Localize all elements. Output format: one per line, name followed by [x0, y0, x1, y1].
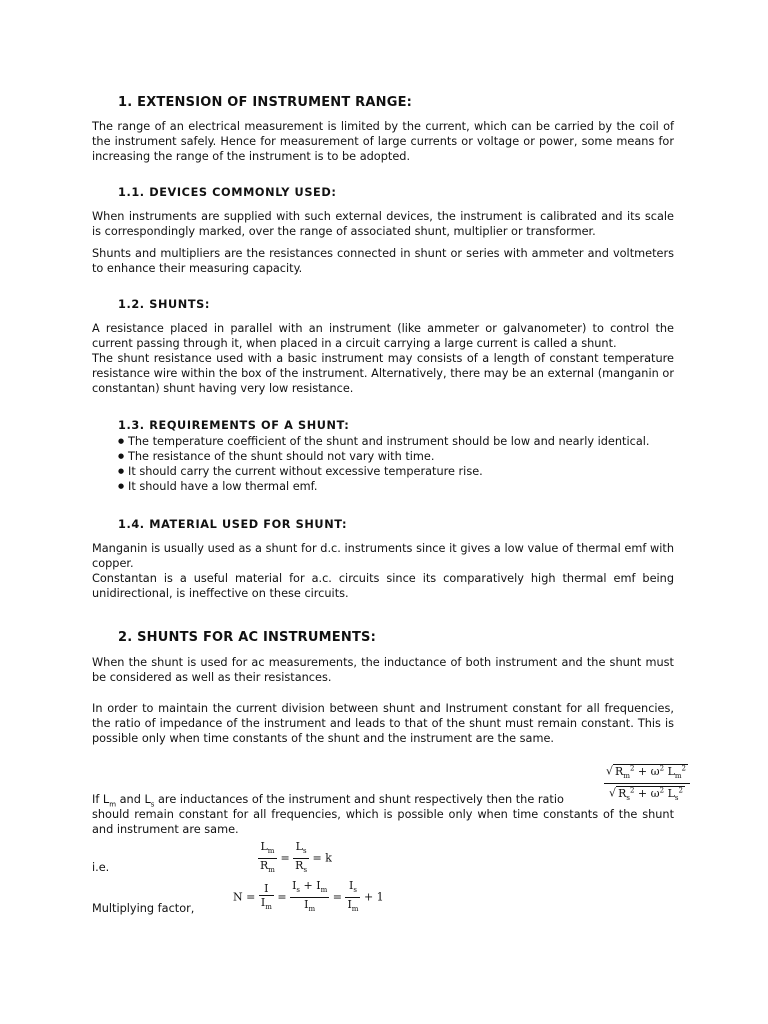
list-item: ● The resistance of the shunt should not vary with time. — [118, 449, 649, 464]
time-constant-equation: $\frac{L_m}{R_m}$ = $\frac{L_s}{R_s}$ = k — [260, 840, 332, 875]
para-ac-3-line1: If $L_m$ and $L_s$ are inductances of the instrument and shunt respectively then the ratio — [92, 793, 564, 809]
para-devices-1: When instruments are supplied with such external devices, the instrument is calibrated and its scale is correspondingly marked, over the range of associated shunt, multiplier or transformer. — [92, 210, 674, 238]
para-devices-2: Shunts and multipliers are the resistances connected in shunt or series with ammeter and voltmeters to enhance their measuring capacity. — [92, 247, 674, 275]
para-manganin: Manganin is usually used as a shunt for d.c. instruments since it gives a low value of thermal emf with copper. — [92, 542, 674, 570]
para-ac-3-rest: should remain constant for all frequencies, which is possible only when time constants of the shunt and instrument are same. — [92, 808, 674, 836]
label-ie: i.e. — [92, 861, 110, 874]
para-range-limit: The range of an electrical measurement is limited by the current, which can be carried by the coil of the instrument safely. Hence for measurement of large currents or voltage or power, some means for increasing the range of the instrument is to be adopted. — [92, 120, 674, 163]
heading-ac-instruments: 2. SHUNTS FOR AC INSTRUMENTS: — [118, 630, 376, 645]
multiplying-factor-equation: N = $\frac{I}{I_m}$ = $\frac{I_s + I_m}{I_m}$ = $\frac{I_s}{I_m}$ + 1 — [233, 879, 384, 914]
list-item: ● It should have a low thermal emf. — [118, 479, 649, 494]
impedance-ratio-formula: $\frac{√ R_m^2 + \omega^2 L_m^2}{√ R_s^2 + \omega^2 L_s^2}$ — [604, 762, 690, 805]
label-multiplying-factor: Multiplying factor, — [92, 902, 195, 915]
list-item: ● The temperature coefficient of the shunt and instrument should be low and nearly identical. — [118, 434, 649, 449]
para-ac-1: When the shunt is used for ac measurements, the inductance of both instrument and the shunt must be considered as well as their resistances. — [92, 656, 674, 684]
heading-shunts: 1.2. SHUNTS: — [118, 298, 211, 311]
heading-devices: 1.1. DEVICES COMMONLY USED: — [118, 186, 337, 199]
para-ac-2: In order to maintain the current division between shunt and Instrument constant for all frequencies, the ratio of impedance of the instrument and leads to that of the shunt must remain constant. This is possible only when time constants of the shunt and the instrument are the same. — [92, 702, 674, 745]
heading-requirements: 1.3. REQUIREMENTS OF A SHUNT: — [118, 419, 350, 432]
list-item: ● It should carry the current without excessive temperature rise. — [118, 464, 649, 479]
heading-material: 1.4. MATERIAL USED FOR SHUNT: — [118, 518, 348, 531]
requirements-list — [118, 434, 649, 494]
heading-extension-range: 1. EXTENSION OF INSTRUMENT RANGE: — [118, 95, 413, 110]
para-shunts-1: A resistance placed in parallel with an instrument (like ammeter or galvanometer) to control the current passing through it, when placed in a circuit carrying a large current is called a shunt. — [92, 322, 674, 350]
para-shunts-2: The shunt resistance used with a basic instrument may consists of a length of constant temperature resistance wire within the box of the instrument. Alternatively, there may be an external (manganin or constantan) shunt having very low resistance. — [92, 352, 674, 395]
para-constantan: Constantan is a useful material for a.c. circuits since its comparatively high thermal emf being unidirectional, is ineffective on these circuits. — [92, 572, 674, 600]
